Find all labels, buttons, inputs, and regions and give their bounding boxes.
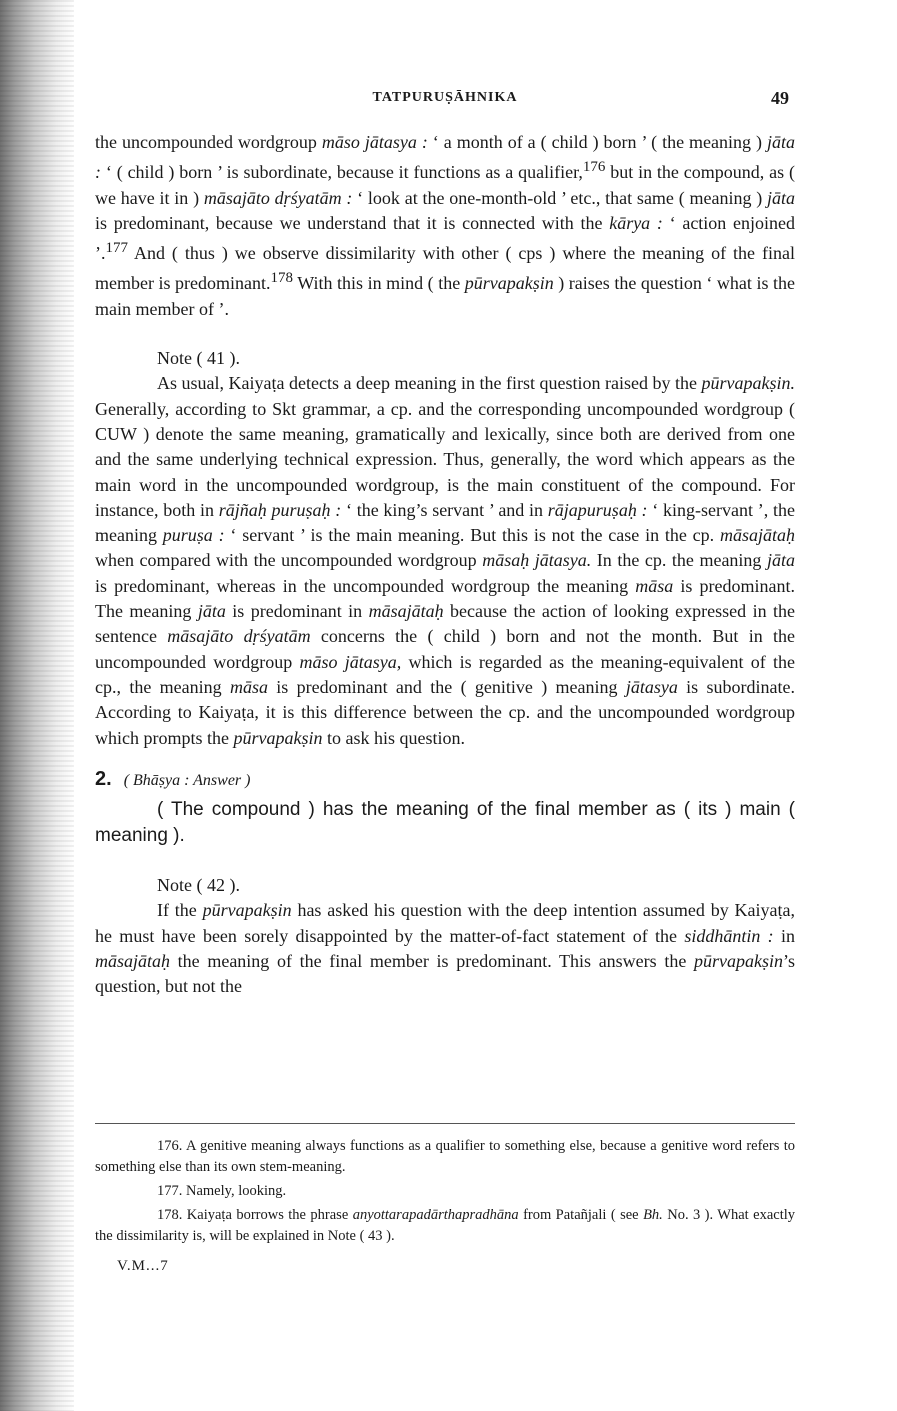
footnote-divider bbox=[95, 1123, 795, 1124]
footnote-ref-176[interactable]: 176 bbox=[582, 159, 606, 176]
note-42-heading: Note ( 42 ). bbox=[157, 875, 240, 896]
section-2-heading bbox=[95, 767, 795, 793]
note-41-body: As usual, Kaiyaṭa detects a deep meaning in the first question raised by the pūrvapakṣin. Generally, according to Skt grammar, a cp. and the corresponding uncompounded wordgroup ( CUW ) denote the same meaning, gramatically and lexically, since both are derived from one and the same underlying technical expression. Thus, generally, the word which appears as the main word in the uncompounded wordgroup, is the main constituent of the compound. For instance, both in rājñaḥ puruṣaḥ : ‘ the king’s servant ’ and in rājapuruṣaḥ : ‘ king-servant ’, the meaning puruṣa : ‘ servant ’ is the main meaning. But this is not the case in the cp. māsajātaḥ when compared with the uncompounded wordgroup māsaḥ jātasya. In the cp. the meaning jāta is predominant, whereas in the uncompounded wordgroup the meaning māsa is predominant. The meaning jāta is predominant in māsajātaḥ because the action of looking expressed in the sentence māsajāto dṛśyatām concerns the ( child ) born and not the month. But in the uncompounded wordgroup māso jātasya, which is regarded as the meaning-equivalent of the cp., the meaning māsa is predominant and the ( genitive ) meaning jātasya is subordinate. According to Kaiyaṭa, it is this difference between the cp. and the uncompounded wordgroup which prompts the pūrvapakṣin to ask his question. bbox=[95, 373, 796, 748]
section-2-answer: ( The compound ) has the meaning of the final member as ( its ) main ( meaning ). bbox=[95, 799, 795, 847]
section-label: ( Bhāṣya : Answer ) bbox=[123, 771, 251, 789]
note-42-body: If the pūrvapakṣin has asked his question with the deep intention assumed by Kaiyaṭa, he must have been sorely disappointed by the matter-of-fact statement of the siddhāntin : in māsajātaḥ the meaning of the final member is predominant. This answers the pūrvapakṣin’s question, but not the bbox=[95, 900, 796, 997]
footnotes bbox=[95, 1136, 795, 1250]
page-body bbox=[95, 130, 795, 1000]
book-binding-shadow bbox=[0, 0, 74, 1411]
page-number: 49 bbox=[771, 88, 789, 108]
running-title: TATPURUṢĀHNIKA bbox=[372, 90, 518, 105]
footnote-177: 177. Namely, looking. bbox=[157, 1183, 287, 1199]
footnote-ref-178[interactable]: 178 bbox=[270, 270, 294, 287]
printer-signature: V.M...7 bbox=[117, 1258, 169, 1274]
footnote-178: 178. Kaiyaṭa borrows the phrase anyottarapadārthapradhāna from Patañjali ( see Bh. No. 3 ). What exactly the dissimilarity is, will be explained in Note ( 43 ). bbox=[95, 1207, 795, 1244]
footnote-ref-177[interactable]: 177 bbox=[105, 240, 128, 257]
note-41-heading: Note ( 41 ). bbox=[157, 348, 240, 369]
section-number: 2. bbox=[95, 767, 112, 790]
page-header bbox=[95, 88, 795, 112]
paragraph-intro: the uncompounded wordgroup māso jātasya : ‘ a month of a ( child ) born ’ ( the meaning ) jāta : ‘ ( child ) born ’ is subordinate, because it functions as a qualifier,$^{176}$ but in the compound, as ( we have it in ) māsajāto dṛśyatām : ‘ look at the one-month-old ’ etc., that same ( meaning ) jāta is predominant, because we understand that it is connected with the kārya : ‘ action enjoined ’.$^{177}$ And ( thus ) we observe dissimilarity with other ( cps ) where the meaning of the final member is predominant.$^{178}$ With this in mind ( the pūrvapakṣin ) raises the question ‘ what is the main member of ’. bbox=[95, 132, 795, 319]
footnote-176: 176. A genitive meaning always functions as a qualifier to something else, because a genitive word refers to something else than its own stem-meaning. bbox=[95, 1138, 795, 1175]
